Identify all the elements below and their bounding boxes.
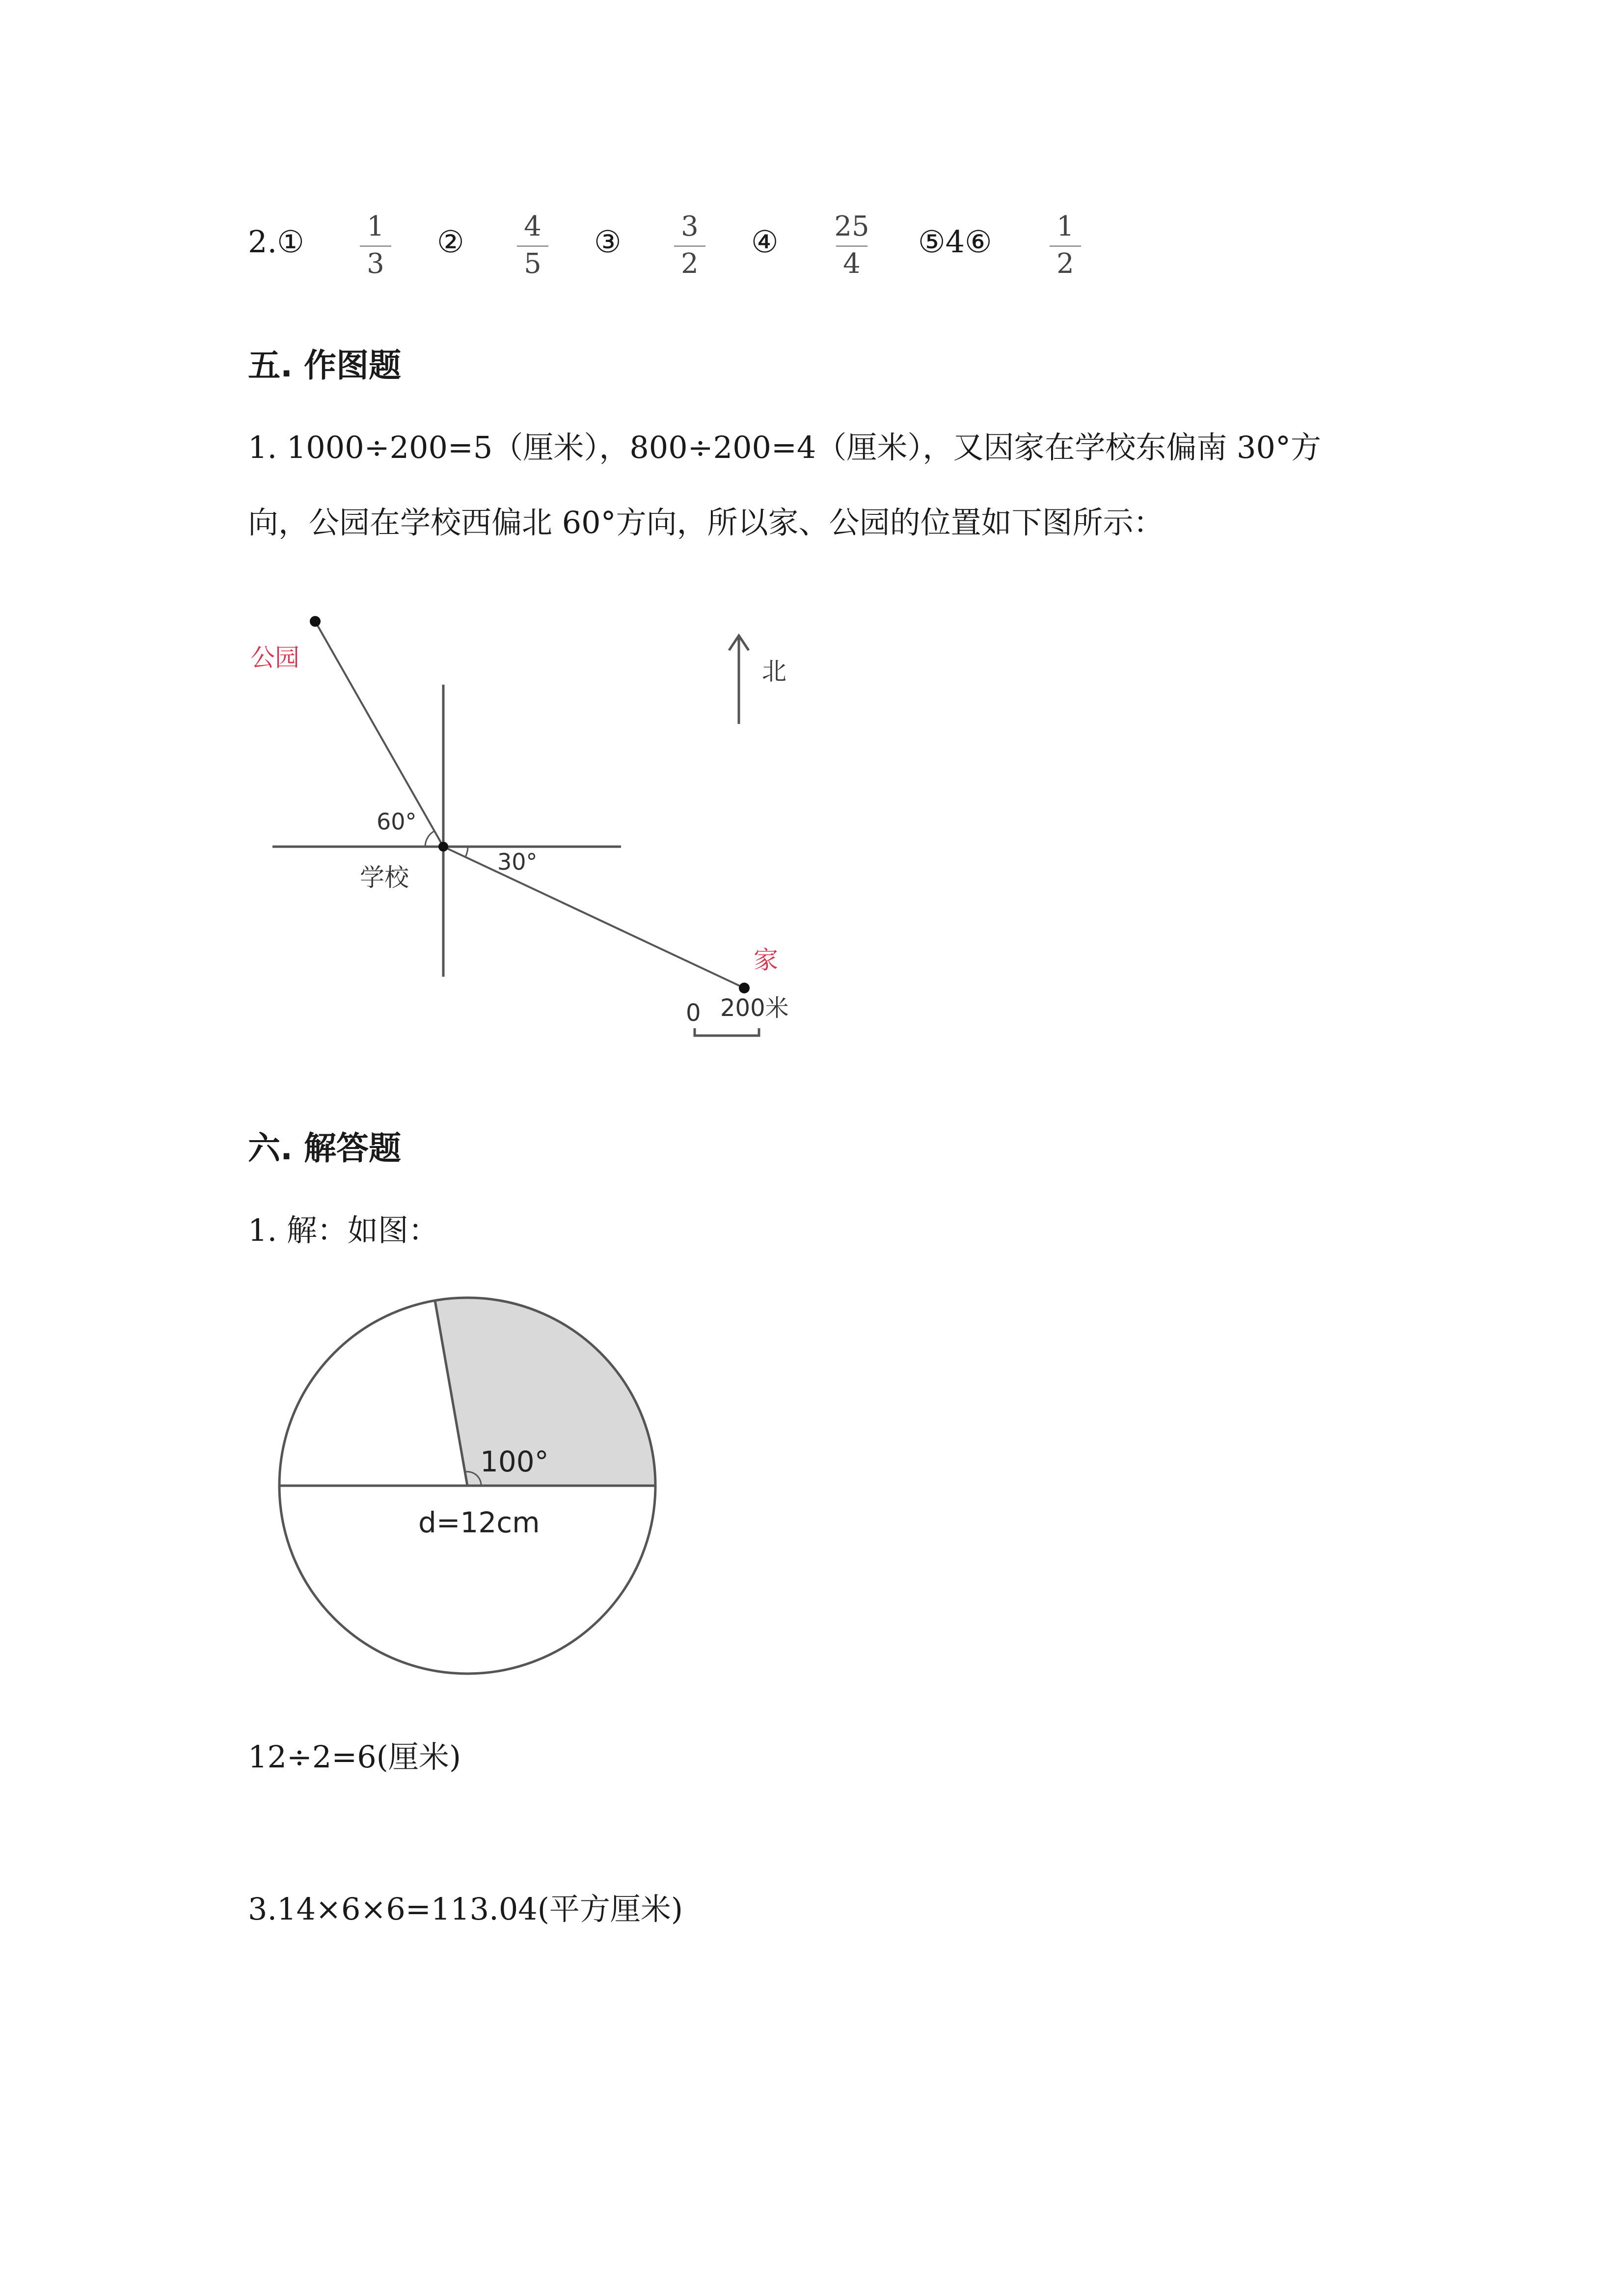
fraction-numerator: 1	[367, 211, 384, 242]
angle-arc-30	[465, 847, 468, 857]
school-point	[438, 842, 448, 852]
fraction-4	[822, 211, 881, 285]
angle-arc-60	[425, 831, 434, 847]
angle-label-30: 30°	[497, 849, 538, 875]
calc-area: 3.14×6×6=113.04(平方厘米)	[248, 1891, 683, 1927]
scale-unit-label: 200米	[720, 994, 789, 1022]
angle-label-60: 60°	[377, 808, 417, 835]
angle-label-100: 100°	[480, 1445, 549, 1478]
fraction-denominator: 3	[367, 248, 384, 280]
fraction-numerator: 3	[681, 211, 699, 242]
school-home-line	[443, 847, 744, 988]
section-5-q1-line-1: 1. 1000÷200=5（厘米），800÷200=4（厘米），又因家在学校东偏南 30°方	[248, 429, 1321, 465]
section-6-heading: 六. 解答题	[248, 1129, 402, 1167]
fraction-numerator: 1	[1056, 211, 1074, 242]
fraction-bar	[836, 245, 867, 247]
answer-2-mark: ③	[594, 224, 622, 260]
home-label: 家	[754, 946, 778, 974]
circle-diagram-svg	[265, 1276, 677, 1688]
fraction-5	[1036, 211, 1095, 285]
section-5-heading: 五. 作图题	[248, 347, 402, 384]
fraction-3	[660, 211, 719, 285]
fraction-bar	[674, 245, 705, 247]
answer-2-mark: ④	[751, 224, 779, 260]
answer-2-mark: ⑤4⑥	[918, 224, 992, 260]
fraction-numerator: 25	[834, 211, 869, 242]
calc-radius: 12÷2=6(厘米)	[248, 1739, 461, 1775]
scale-bar	[695, 1028, 759, 1036]
section-5-q1-line-2: 向，公园在学校西偏北 60°方向，所以家、公园的位置如下图所示：	[248, 505, 1164, 540]
section-6-q1-label: 1. 解：如图：	[248, 1212, 439, 1248]
answer-2-mark: ②	[437, 224, 464, 260]
fraction-denominator: 2	[681, 248, 699, 280]
fraction-bar	[360, 245, 391, 247]
fraction-denominator: 2	[1056, 248, 1074, 280]
diameter-label: d=12cm	[418, 1506, 540, 1539]
fraction-bar	[1050, 245, 1081, 247]
park-point	[310, 616, 321, 627]
answer-2-prefix: 2.①	[248, 224, 304, 260]
school-label: 学校	[360, 863, 409, 892]
position-diagram	[248, 589, 837, 1060]
home-point	[739, 983, 750, 993]
fraction-denominator: 5	[524, 248, 541, 280]
park-label: 公园	[250, 643, 299, 672]
fraction-1	[346, 211, 405, 285]
position-diagram-svg	[248, 589, 837, 1060]
fraction-bar	[517, 245, 548, 247]
answer-2-row	[248, 211, 1181, 299]
fraction-numerator: 4	[524, 211, 541, 242]
circle-diagram	[265, 1276, 677, 1688]
scale-zero-label: 0	[686, 999, 701, 1027]
north-label: 北	[762, 657, 786, 686]
fraction-2	[503, 211, 562, 285]
fraction-denominator: 4	[843, 248, 861, 280]
